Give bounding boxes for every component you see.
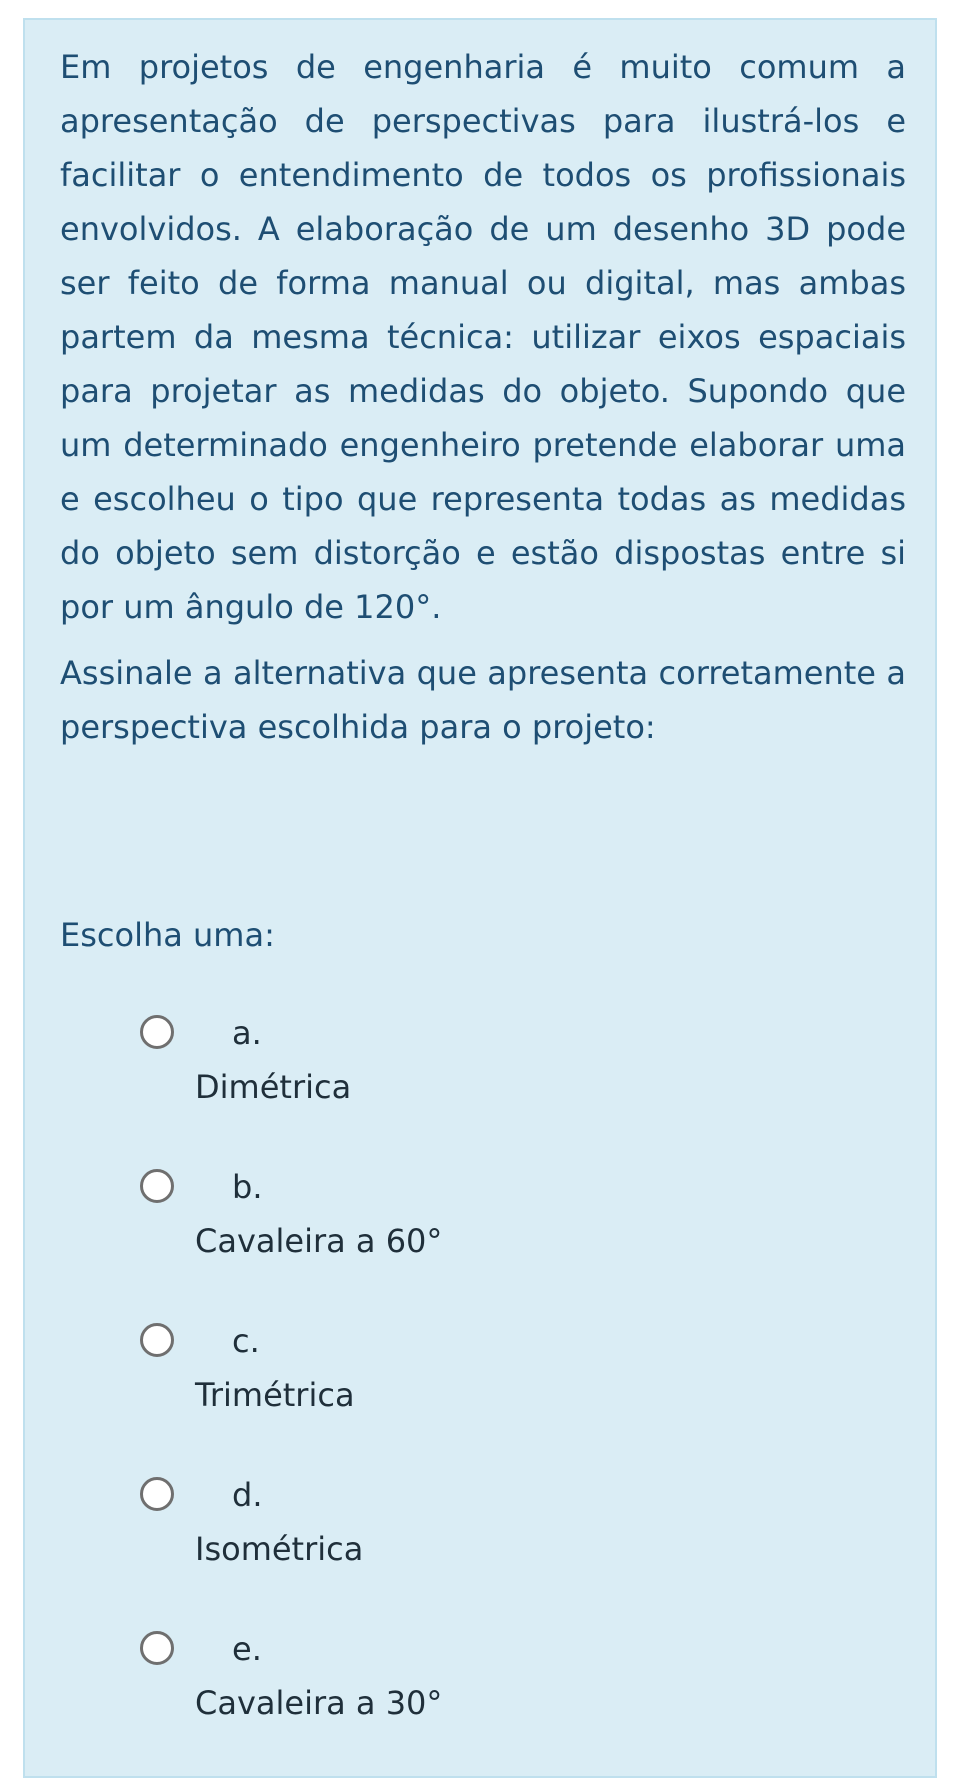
option-c[interactable]	[25, 1323, 935, 1443]
question-box	[23, 18, 937, 1778]
option-d-label[interactable]: Isométrica	[195, 1530, 364, 1568]
option-b[interactable]	[25, 1169, 935, 1289]
radio-button-e[interactable]	[140, 1631, 174, 1665]
radio-button-c[interactable]	[140, 1323, 174, 1357]
option-e-letter: e.	[232, 1630, 262, 1668]
option-d-letter: d.	[232, 1476, 263, 1514]
option-c-letter: c.	[232, 1322, 260, 1360]
option-a[interactable]	[25, 1015, 935, 1135]
option-a-label[interactable]: Dimétrica	[195, 1068, 352, 1106]
radio-button-a[interactable]	[140, 1015, 174, 1049]
option-a-letter: a.	[232, 1014, 262, 1052]
question-text	[60, 40, 906, 766]
option-e[interactable]	[25, 1631, 935, 1751]
option-b-label[interactable]: Cavaleira a 60°	[195, 1222, 443, 1260]
option-c-label[interactable]: Trimétrica	[195, 1376, 355, 1414]
radio-button-d[interactable]	[140, 1477, 174, 1511]
choose-one-prompt: Escolha uma:	[60, 916, 275, 954]
option-d[interactable]	[25, 1477, 935, 1597]
question-paragraph-2: Assinale a alternativa que apresenta corretamente a perspectiva escolhida para o projeto:	[60, 654, 906, 746]
question-paragraph-1: Em projetos de engenharia é muito comum a apresentação de perspectivas para ilustrá-los e facilitar o entendimento de todos os profissionais envolvidos. A elaboração de um desenho 3D pode ser feito de forma manual ou digital, mas ambas partem da mesma técnica: utilizar eixos espaciais para projetar as medidas do objeto. Supondo que um determinado engenheiro pretende elaborar uma e escolheu o tipo que representa todas as medidas do objeto sem distorção e estão dispostas entre si por um ângulo de 120°.	[60, 48, 906, 626]
option-e-label[interactable]: Cavaleira a 30°	[195, 1684, 443, 1722]
radio-button-b[interactable]	[140, 1169, 174, 1203]
option-b-letter: b.	[232, 1168, 263, 1206]
